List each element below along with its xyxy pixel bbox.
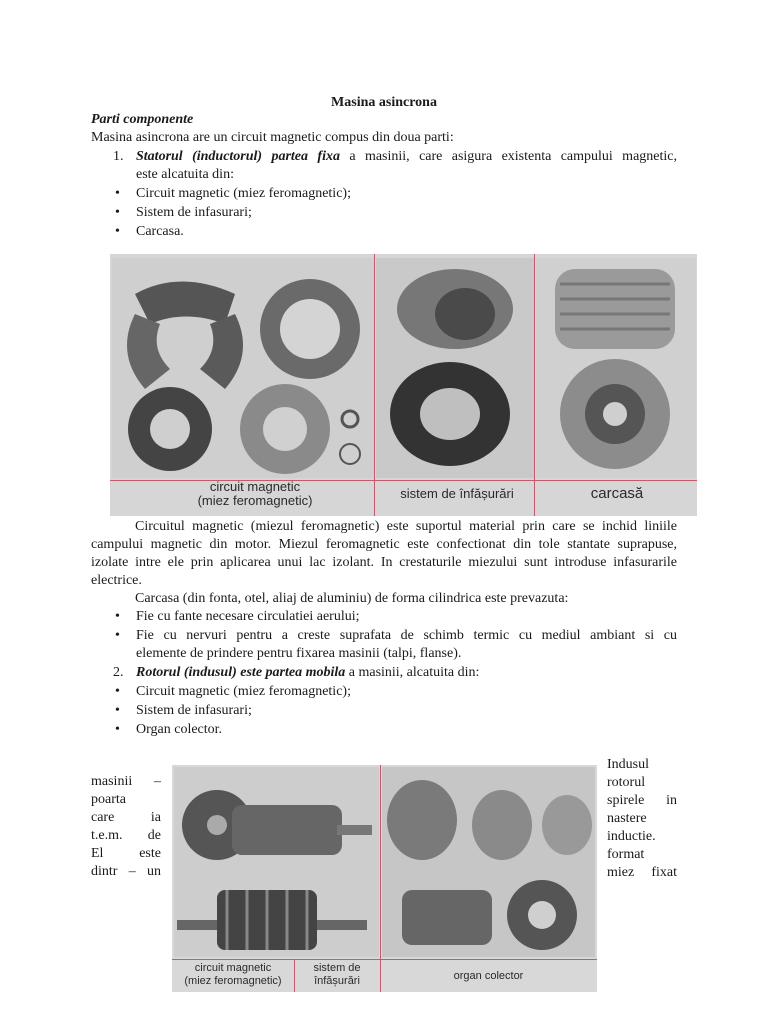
figure-divider: [172, 959, 597, 960]
bullet-icon: •: [115, 684, 120, 699]
list-item: Sistem de infasurari;: [136, 205, 252, 220]
item2-line: [136, 664, 479, 683]
bullet-icon: •: [115, 703, 120, 718]
bullet-icon: •: [115, 186, 120, 201]
figure-divider: [294, 959, 295, 992]
caption-circuit-magnetic: circuit magnetic (miez feromagnetic): [184, 962, 282, 987]
wrap-text-left: care ia: [91, 810, 161, 825]
wrap-text-left: poarta: [91, 792, 126, 807]
list-item: Organ colector.: [136, 722, 223, 737]
figure-divider: [380, 765, 381, 992]
bullet-icon: •: [115, 205, 120, 220]
wrap-text-right: nastere: [607, 811, 647, 826]
bullet-icon: •: [115, 722, 120, 737]
rotor-components-figure: [172, 765, 597, 992]
caption-circuit-magnetic: circuit magnetic (miez feromagnetic): [197, 479, 313, 508]
paragraph-line: electrice.: [91, 573, 142, 588]
list-item: Circuit magnetic (miez feromagnetic);: [136, 186, 351, 201]
paragraph-line: Circuitul magnetic (miezul feromagnetic) este suportul material prin care se inchid liniile: [135, 519, 677, 534]
list-number-2: 2.: [113, 665, 124, 680]
bullet-icon: •: [115, 609, 120, 624]
list-item: Carcasa.: [136, 224, 184, 239]
list-number-1: 1.: [113, 149, 124, 164]
list-item: Circuit magnetic (miez feromagnetic);: [136, 684, 351, 699]
wrap-text-right: rotorul: [607, 775, 646, 790]
item1-rest: a masinii, care asigura existenta campului magnetic,: [349, 149, 677, 164]
wrap-text-left: masinii –: [91, 774, 161, 789]
paragraph-text: Carcasa (din fonta, otel, aliaj de aluminiu) de forma cilindrica este prevazuta:: [135, 591, 569, 606]
intro-text: Masina asincrona are un circuit magnetic compus din doua parti:: [91, 130, 454, 145]
wrap-text-right: spirele in: [607, 793, 677, 808]
list-item: Sistem de infasurari;: [136, 703, 252, 718]
stator-components-figure: [110, 254, 697, 516]
caption-winding-system: sistem de înfășurări: [313, 962, 361, 987]
paragraph-line: izolate intre ele prin aplicarea unui lac izolant. In crestaturile miezului sunt introduse infasurarile: [91, 555, 677, 570]
document-title: Masina asincrona: [331, 95, 437, 110]
paragraph-line: campului magnetic din motor. Miezul feromagnetic este confectionat din tole stantate suprapuse,: [91, 537, 677, 552]
list-item: Fie cu fante necesare circulatiei aerului;: [136, 609, 360, 624]
item2-rest: a masinii, alcatuita din:: [348, 665, 480, 680]
bullet-icon: •: [115, 224, 120, 239]
item2-bold: Rotorul (indusul) este partea mobila: [136, 665, 346, 680]
wrap-text-right: inductie.: [607, 829, 656, 844]
caption-collector: organ colector: [453, 970, 524, 982]
wrap-text-left: El este: [91, 846, 161, 861]
item1-bold: Statorul (inductorul) partea fixa: [136, 149, 340, 164]
bullet-icon: •: [115, 628, 120, 643]
list-item: Fie cu nervuri pentru a creste suprafata de schimb termic cu mediul ambiant si cu: [136, 628, 677, 643]
wrap-text-right: Indusul: [607, 757, 649, 772]
caption-winding-system: sistem de înfășurări: [400, 486, 514, 501]
figure-divider: [374, 254, 375, 516]
stator-photo-illustration: [110, 254, 697, 516]
item1-line1: [136, 148, 677, 167]
item1-line2: este alcatuita din:: [136, 167, 234, 182]
section-heading: Parti componente: [91, 112, 194, 127]
rotor-photo-illustration: [172, 765, 597, 992]
wrap-text-left: dintr – un: [91, 864, 161, 879]
wrap-text-right: miez fixat: [607, 865, 677, 880]
list-item-continuation: elemente de prindere pentru fixarea masinii (talpi, flanse).: [136, 646, 462, 661]
figure-divider: [534, 254, 535, 516]
wrap-text-left: t.e.m. de: [91, 828, 161, 843]
wrap-text-right: format: [607, 847, 645, 862]
caption-housing: carcasă: [590, 485, 644, 502]
